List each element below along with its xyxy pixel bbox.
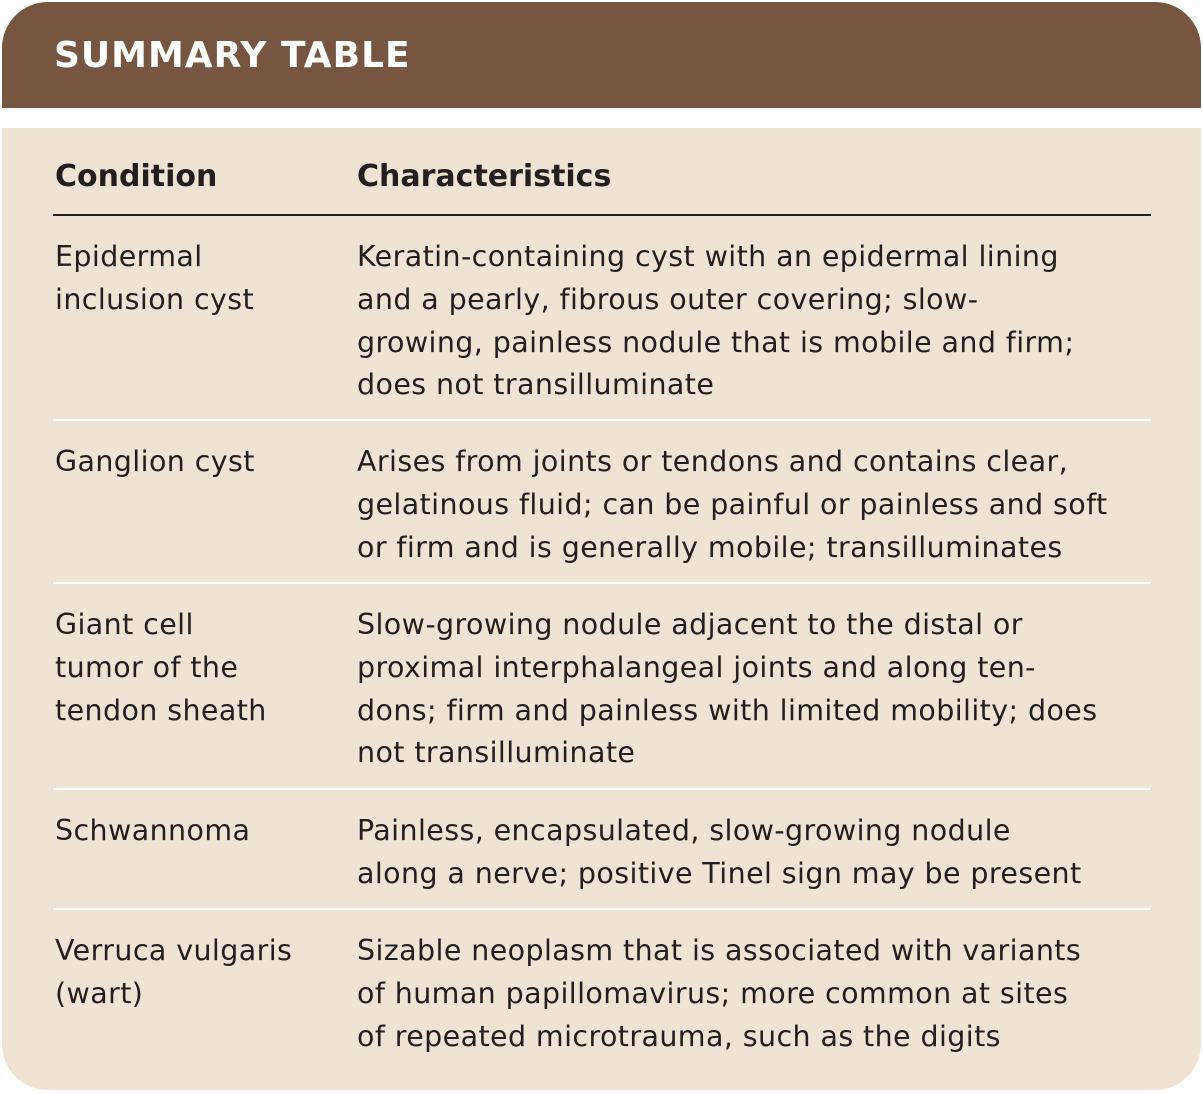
cell-text-line: tumor of the: [55, 650, 239, 684]
cell-text-line: Ganglion cyst: [55, 445, 255, 478]
cell-text-line: (wart): [55, 976, 144, 1010]
cell-text-line: tendon sheath: [55, 693, 267, 727]
summary-table: [53, 128, 1151, 1080]
table-title: SUMMARY TABLE: [54, 35, 411, 76]
cell-text-line: does not transilluminate: [357, 368, 715, 402]
cell-text-line: of human papillomavirus; more common at sites: [357, 976, 1069, 1010]
characteristics-cell: [357, 604, 1157, 775]
condition-cell: [55, 604, 335, 732]
cell-text-line: of repeated microtrauma, such as the digits: [357, 1019, 1001, 1053]
condition-cell: [55, 441, 335, 484]
condition-cell: [55, 810, 335, 853]
header-divider-gap: [2, 108, 1201, 128]
characteristics-cell: [357, 930, 1157, 1058]
condition-cell: [55, 930, 335, 1016]
cell-text-line: gelatinous fluid; can be painful or painless and soft: [357, 487, 1108, 521]
characteristics-cell: [357, 236, 1157, 407]
cell-text-line: Epidermal: [55, 240, 203, 273]
column-header-condition: Condition: [55, 159, 218, 194]
cell-text-line: proximal interphalangeal joints and along ten-: [357, 650, 1036, 684]
table-row: [53, 790, 1151, 910]
characteristics-cell: [357, 441, 1157, 569]
cell-text-line: Giant cell: [55, 608, 194, 641]
cell-text-line: Schwannoma: [55, 814, 251, 847]
cell-text-line: growing, painless nodule that is mobile and firm;: [357, 325, 1075, 359]
cell-text-line: inclusion cyst: [55, 282, 255, 316]
condition-cell: [55, 236, 335, 322]
cell-text-line: Arises from joints or tendons and contains clear,: [357, 445, 1069, 478]
characteristics-cell: [357, 810, 1157, 896]
cell-text-line: Painless, encapsulated, slow-growing nodule: [357, 814, 1011, 847]
cell-text-line: dons; firm and painless with limited mobility; does: [357, 693, 1098, 727]
column-header-characteristics: Characteristics: [357, 159, 612, 194]
table-row: [53, 584, 1151, 790]
column-header-row: [53, 128, 1151, 216]
cell-text-line: and a pearly, fibrous outer covering; slow-: [357, 282, 979, 316]
table-row: [53, 216, 1151, 421]
table-row: [53, 421, 1151, 584]
table-row: [53, 910, 1151, 1080]
summary-table-card: [2, 2, 1201, 1090]
cell-text-line: Sizable neoplasm that is associated with variants: [357, 934, 1082, 967]
cell-text-line: along a nerve; positive Tinel sign may be present: [357, 856, 1082, 890]
cell-text-line: Verruca vulgaris: [55, 934, 293, 967]
cell-text-line: not transilluminate: [357, 736, 636, 770]
cell-text-line: or firm and is generally mobile; transilluminates: [357, 530, 1063, 564]
cell-text-line: Keratin-containing cyst with an epidermal lining: [357, 240, 1059, 273]
cell-text-line: Slow-growing nodule adjacent to the distal or: [357, 608, 1023, 641]
table-header-bar: [2, 2, 1201, 108]
